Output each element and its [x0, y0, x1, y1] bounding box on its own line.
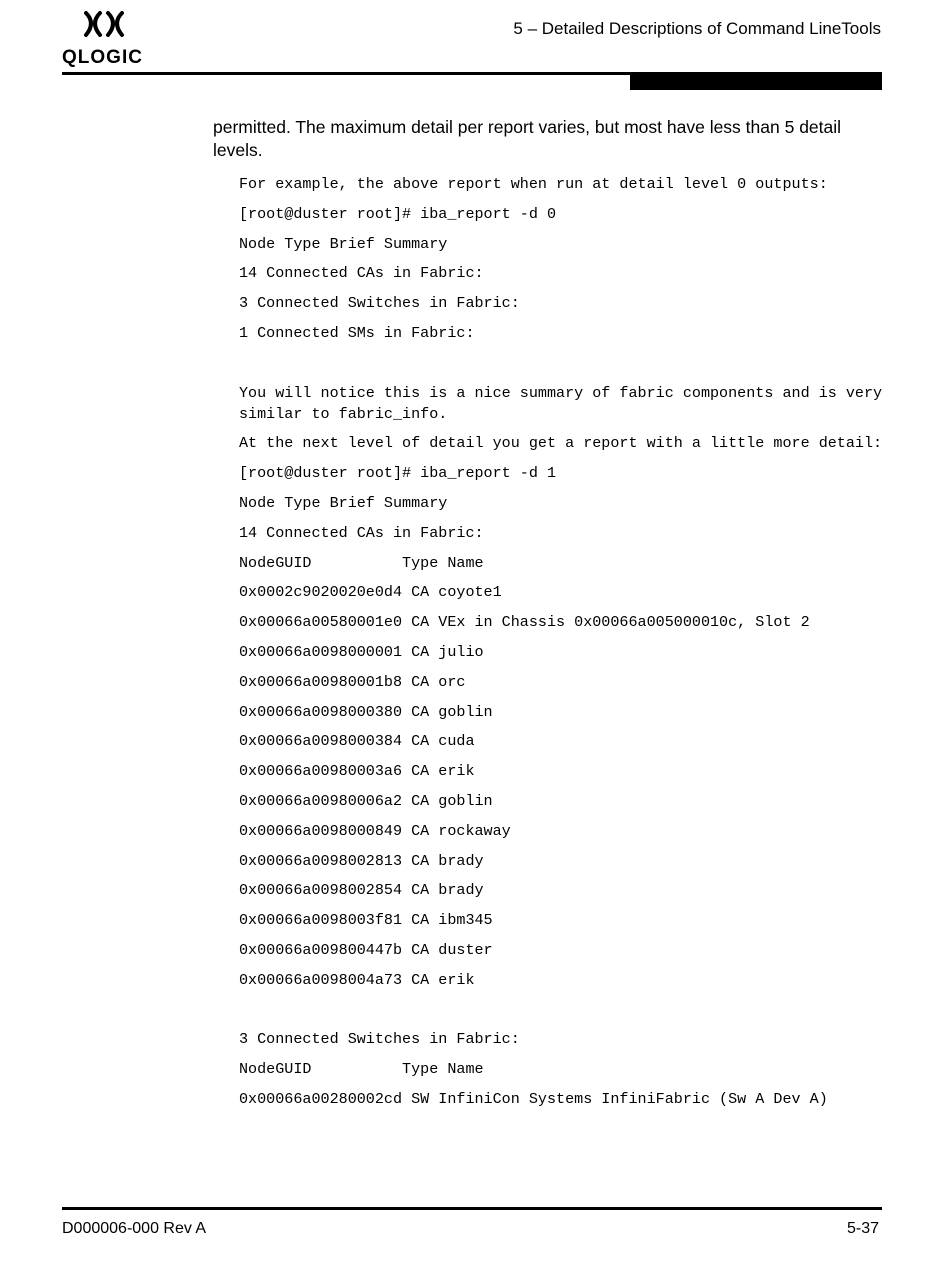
code-line: 0x00066a0098002813 CA brady [239, 851, 484, 870]
code-blank-line [239, 353, 884, 374]
code-line: NodeGUID Type Name [239, 553, 484, 572]
code-line: 0x00066a00280002cd SW InfiniCon Systems InfiniFabric (Sw A Dev A) [239, 1089, 828, 1108]
code-line: 0x00066a00980001b8 CA orc [239, 672, 466, 691]
code-line: You will notice this is a nice summary of fabric components and is very similar to fabric_info. [239, 383, 892, 423]
page-header-title: 5 – Detailed Descriptions of Command LineTools [513, 19, 881, 38]
code-line: For example, the above report when run at detail level 0 outputs: [239, 175, 828, 193]
code-line: 1 Connected SMs in Fabric: [239, 323, 475, 342]
code-line: At the next level of detail you get a report with a little more detail: [239, 434, 883, 453]
code-line: 0x00066a009800447b CA duster [239, 940, 493, 959]
code-line: [root@duster root]# iba_report -d 1 [239, 464, 557, 483]
code-blank-line [239, 1000, 884, 1021]
code-line: 14 Connected CAs in Fabric: [239, 523, 484, 542]
code-line: 0x00066a0098000380 CA goblin [239, 702, 493, 721]
code-example [239, 174, 892, 1119]
code-line: 0x00066a0098002854 CA brady [239, 881, 484, 900]
footer-doc-id: D000006-000 Rev A [62, 1220, 207, 1237]
footer-rule [62, 1207, 882, 1210]
footer-page-number: 5-37 [846, 1220, 879, 1237]
code-line: 0x00066a0098000849 CA rockaway [239, 821, 511, 840]
code-line: Node Type Brief Summary [239, 234, 448, 253]
code-line: 0x00066a00980003a6 CA erik [239, 762, 475, 781]
code-line: [root@duster root]# iba_report -d 0 [239, 204, 557, 223]
code-line: 0x00066a0098000001 CA julio [239, 642, 484, 661]
qlogic-logo [62, 9, 152, 68]
qlogic-logo-icon [82, 9, 126, 39]
code-line: 0x00066a0098003f81 CA ibm345 [239, 911, 493, 930]
code-line: NodeGUID Type Name [239, 1060, 484, 1079]
code-line: 3 Connected Switches in Fabric: [239, 294, 520, 313]
logo-text: QLOGIC [62, 47, 143, 68]
header-bar [630, 72, 882, 90]
code-line: 0x0002c9020020e0d4 CA coyote1 [239, 583, 502, 602]
code-line: 3 Connected Switches in Fabric: [239, 1030, 520, 1049]
code-line: 0x00066a0098000384 CA cuda [239, 732, 475, 751]
intro-paragraph: permitted. The maximum detail per report varies, but most have less than 5 detail levels. [213, 117, 842, 160]
code-line: 14 Connected CAs in Fabric: [239, 264, 484, 283]
code-line: 0x00066a00580001e0 CA VEx in Chassis 0x00066a005000010c, Slot 2 [239, 613, 810, 632]
code-line: Node Type Brief Summary [239, 493, 448, 512]
code-line: 0x00066a00980006a2 CA goblin [239, 791, 493, 810]
code-line: 0x00066a0098004a73 CA erik [239, 970, 475, 989]
